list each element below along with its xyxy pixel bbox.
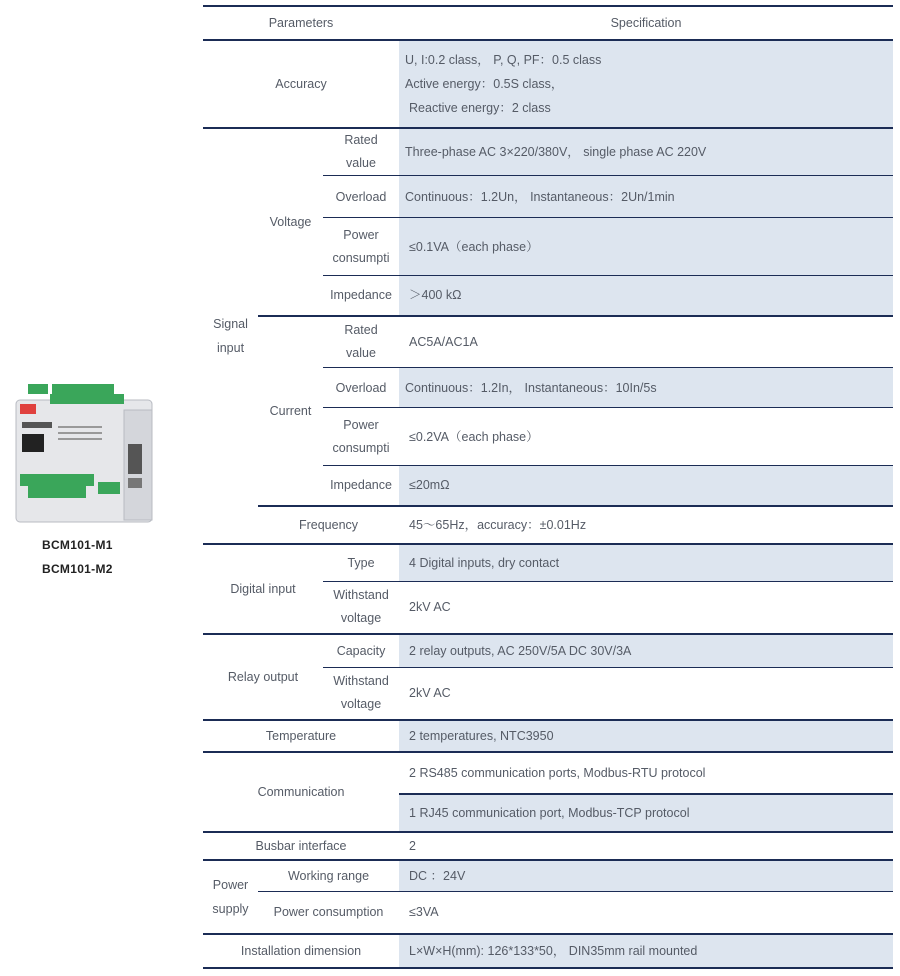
digital-type-label: Type (347, 555, 375, 570)
signal-input-text: Signal input (213, 316, 248, 355)
voltage-power-value: ≤0.1VA（each phase） (399, 218, 893, 276)
accuracy-line: U, I:0.2 class， P, Q, PF：0.5 class (405, 53, 602, 67)
working-range-label: Working range (287, 868, 370, 883)
table-row (203, 720, 893, 752)
power-consumption-value: ≤3VA (399, 892, 893, 934)
relay-output-label: Relay output (203, 634, 323, 720)
voltage-power-text: Power consumpti (332, 227, 390, 265)
digital-withstand-value: 2kV AC (399, 582, 893, 634)
power-supply-text: Power supply (212, 877, 249, 916)
current-overload-label: Overload (323, 368, 399, 408)
working-range-value: DC ：24V (399, 860, 893, 892)
installation-label: Installation dimension (240, 943, 362, 958)
table-row (203, 634, 893, 668)
parameters-header: Parameters (268, 16, 334, 30)
table-row (203, 316, 893, 368)
table-row (203, 934, 893, 968)
voltage-impedance-value: ＞400 kΩ (399, 276, 893, 316)
frequency-label: Frequency (298, 517, 359, 532)
current-impedance-value: ≤20mΩ (399, 466, 893, 506)
table-header-row (203, 6, 893, 40)
table-row (203, 892, 893, 934)
table-row (203, 544, 893, 582)
voltage-overload-label: Overload (323, 176, 399, 218)
voltage-rated-label (323, 128, 399, 176)
voltage-overload-value: Continuous：1.2Un， Instantaneous：2Un/1min (399, 176, 893, 218)
digital-input-label: Digital input (203, 544, 323, 634)
communication-value-1: 2 RS485 communication ports, Modbus-RTU protocol (399, 752, 893, 794)
current-label: Current (258, 316, 323, 506)
current-rated-text: Rated value (344, 322, 378, 360)
voltage-impedance-label: Impedance (323, 276, 399, 316)
installation-value: L×W×H(mm): 126*133*50， DIN35mm rail mounted (399, 934, 893, 968)
relay-capacity-value: 2 relay outputs, AC 250V/5A DC 30V/3A (399, 634, 893, 668)
voltage-label: Voltage (258, 128, 323, 316)
current-rated-label (323, 316, 399, 368)
current-power-value: ≤0.2VA（each phase） (399, 408, 893, 466)
signal-input-label (203, 128, 258, 544)
communication-value-2: 1 RJ45 communication port, Modbus-TCP protocol (399, 794, 893, 832)
relay-capacity-label: Capacity (336, 643, 386, 658)
frequency-value: 45～65Hz，accuracy：±0.01Hz (399, 506, 893, 544)
relay-withstand-text: Withstand voltage (333, 674, 389, 712)
digital-withstand-text: Withstand voltage (333, 588, 389, 626)
communication-label: Communication (203, 752, 399, 832)
relay-withstand-value: 2kV AC (399, 668, 893, 720)
table-row (203, 40, 893, 128)
table-row (203, 860, 893, 892)
busbar-label: Busbar interface (255, 838, 347, 853)
current-impedance-label: Impedance (323, 466, 399, 506)
accuracy-line: Reactive energy：2 class (409, 101, 551, 115)
specification-header: Specification (610, 16, 682, 30)
accuracy-value (399, 40, 893, 128)
bcm101-controller-device (14, 382, 154, 527)
current-overload-value: Continuous：1.2In， Instantaneous：10In/5s (399, 368, 893, 408)
accuracy-label: Accuracy (275, 77, 327, 91)
power-supply-label (203, 860, 258, 934)
accuracy-line: Active energy：0.5S class， (405, 77, 564, 91)
current-power-text: Power consumpti (332, 417, 390, 455)
busbar-value: 2 (399, 832, 893, 860)
model-name: BCM101-M2 (42, 562, 113, 576)
voltage-rated-text: Rated value (344, 133, 378, 170)
table-row (203, 832, 893, 860)
specification-table (203, 5, 893, 969)
voltage-rated-value: Three-phase AC 3×220/380V， single phase AC 220V (399, 128, 893, 176)
digital-type-value: 4 Digital inputs, dry contact (399, 544, 893, 582)
current-rated-value: AC5A/AC1A (399, 316, 893, 368)
table-row (203, 752, 893, 794)
temperature-value: 2 temperatures, NTC3950 (399, 720, 893, 752)
table-row (203, 506, 893, 544)
table-row (203, 128, 893, 176)
temperature-label: Temperature (265, 728, 337, 743)
current-power-label (323, 408, 399, 466)
relay-withstand-label (323, 668, 399, 720)
model-name: BCM101-M1 (42, 538, 113, 552)
digital-withstand-label (323, 582, 399, 634)
voltage-power-label (323, 218, 399, 276)
power-consumption-label: Power consumption (258, 892, 399, 934)
